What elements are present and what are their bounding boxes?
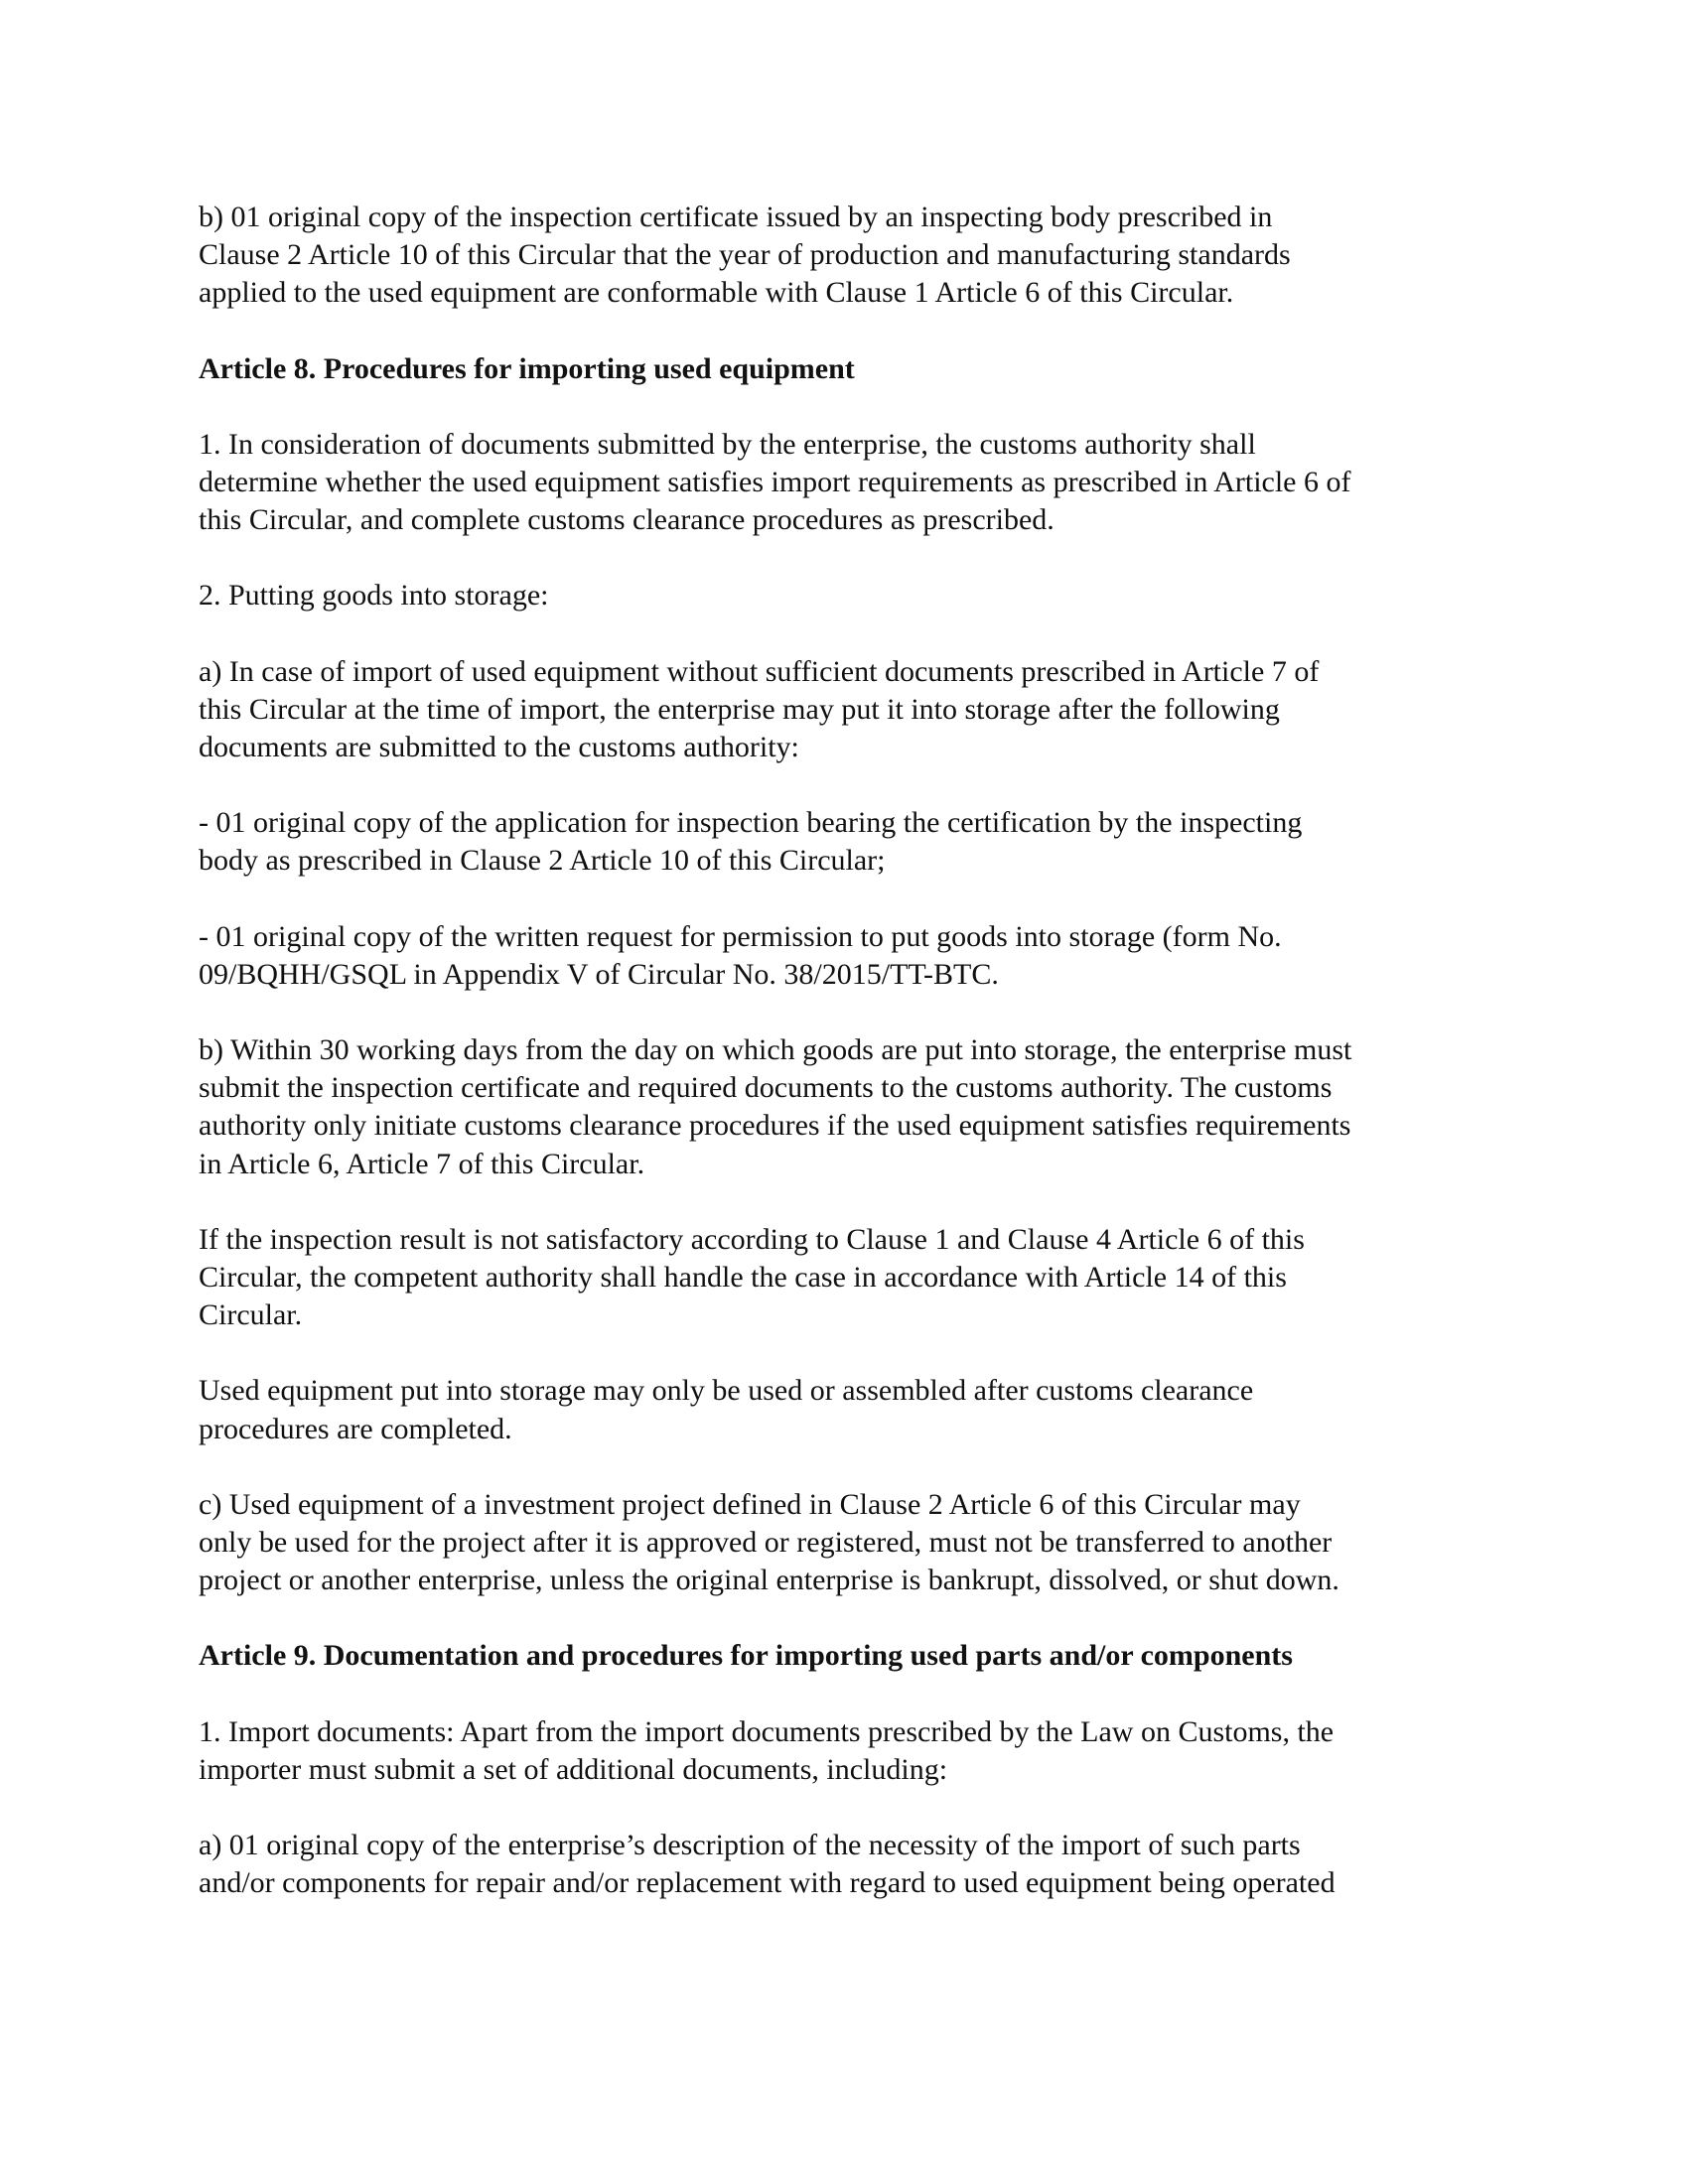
- paragraph-article8-1: 1. In consideration of documents submitted by the enterprise, the customs authority shall determine whether the used equipment satisfies import requirements as prescribed in Article 6 of this Circular, and complete customs clearance procedures as prescribed.: [199, 427, 1351, 537]
- article-9-heading: Article 9. Documentation and procedures for importing used parts and/or components: [199, 1639, 1293, 1673]
- paragraph-storage-usage: Used equipment put into storage may only be used or assembled after customs clearance procedures are completed.: [199, 1374, 1254, 1445]
- paragraph-article9-1a: a) 01 original copy of the enterprise’s description of the necessity of the import of such parts and/or components for repair and/or replacement with regard to used equipment being operated: [199, 1829, 1336, 1900]
- paragraph-inspection-result: If the inspection result is not satisfactory according to Clause 1 and Clause 4 Article 6 of this Circular, the competent authority shall handle the case in accordance with Article 14 of this Circular.: [199, 1222, 1305, 1332]
- list-item-written-request: - 01 original copy of the written request for permission to put goods into storage (form No. 09/BQHH/GSQL in Appendix V of Circular No. 38/2015/TT-BTC.: [199, 919, 1282, 991]
- paragraph-article7-1b: b) 01 original copy of the inspection certificate issued by an inspecting body prescribed in Clause 2 Article 10 of this Circular that the year of production and manufacturing standards applied to the used equipment are conformable with Clause 1 Article 6 of this Circular.: [199, 201, 1291, 310]
- paragraph-article8-2a: a) In case of import of used equipment without sufficient documents prescribed in Article 7 of this Circular at the time of import, the enterprise may put it into storage after the following documents are submitted to the customs authority:: [199, 654, 1320, 764]
- article-8-heading: Article 8. Procedures for importing used equipment: [199, 351, 855, 385]
- paragraph-article9-1: 1. Import documents: Apart from the import documents prescribed by the Law on Customs, the importer must submit a set of additional documents, including:: [199, 1714, 1335, 1786]
- paragraph-article8-2c: c) Used equipment of a investment project defined in Clause 2 Article 6 of this Circular may only be used for the project after it is approved or registered, must not be transferred to another project or another enterprise, unless the original enterprise is bankrupt, dissolved, or shut down.: [199, 1487, 1339, 1597]
- paragraph-article8-2: 2. Putting goods into storage:: [199, 579, 549, 613]
- document-body: [199, 199, 1489, 1941]
- paragraph-article8-2b: b) Within 30 working days from the day on which goods are put into storage, the enterprise must submit the inspection certificate and required documents to the customs authority. The customs authority only initiate customs clearance procedures if the used equipment satisfies requirements in Article 6, Article 7 of this Circular.: [199, 1033, 1352, 1180]
- list-item-application: - 01 original copy of the application for inspection bearing the certification by the inspecting body as prescribed in Clause 2 Article 10 of this Circular;: [199, 806, 1303, 878]
